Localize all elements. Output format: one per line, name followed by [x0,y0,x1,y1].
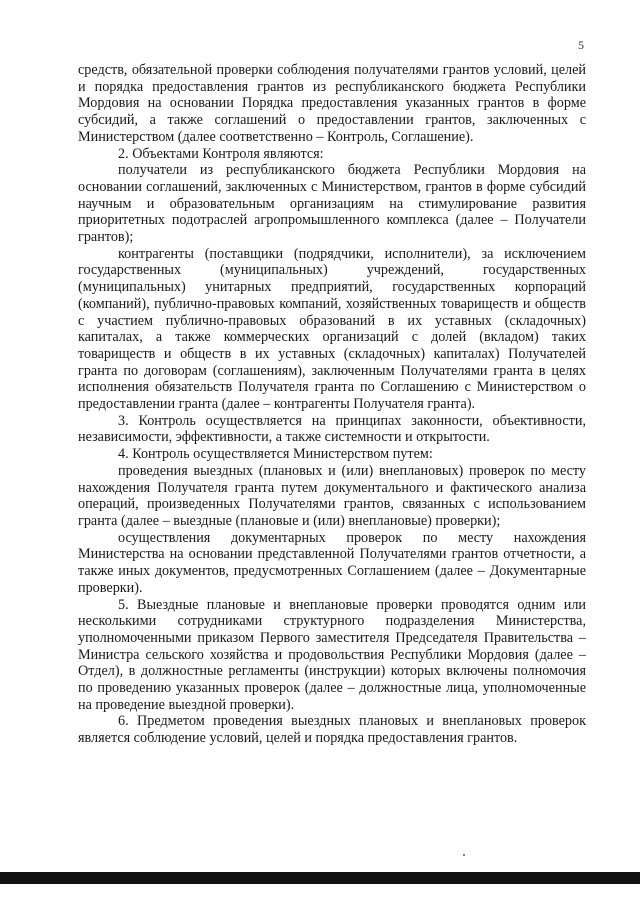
scan-edge-bar [0,872,640,884]
paragraph-1: средств, обязательной проверки соблюдения получателями грантов условий, целей и порядка предоставления грантов из республиканского бюджета Республики Мордовия на основании Порядка предоставления указанных грантов в форме субсидий, а также соглашений о предоставлении грантов, заключенных с Министерством (далее соответственно – Контроль, Соглашение). [78,62,586,145]
paragraph-5: 3. Контроль осуществляется на принципах законности, объективности, независимости, эффективности, а также системности и открытости. [78,412,586,446]
paragraph-7: проведения выездных (плановых и (или) внеплановых) проверок по месту нахождения Получателя гранта путем документального и фактического анализа операций, произведенных Получателями грантов, связанных с использованием гранта (далее – выездные (плановые и (или) внеплановые) проверки); [78,462,586,529]
paragraph-8: осуществления документарных проверок по месту нахождения Министерства на основании представленной Получателями грантов отчетности, а также иных документов, предусмотренных Соглашением (далее – Документарные проверки). [78,529,586,596]
paragraph-6: 4. Контроль осуществляется Министерством путем: [118,446,433,463]
paragraph-4: контрагенты (поставщики (подрядчики, исполнители), за исключением государственных (муниципальных) учреждений, государственных (муниципальных) унитарных предприятий, государственных корпораций (компаний), публично-правовых компаний, хозяйственных товариществ и обществ с участием публично-правовых образований в их уставных (складочных) капиталах, а также коммерческих организаций с долей (вкладом) таких товариществ и обществ в их уставных (складочных) капиталах) Получателей гранта по договорам (соглашениям), заключенным Получателями гранта в целях исполнения обязательств Получателя гранта по Соглашению с Министерством о предоставлении гранта (далее – контрагенты Получателя гранта). [78,245,586,413]
paragraph-3: получатели из республиканского бюджета Республики Мордовия на основании соглашений, заключенных с Министерством, грантов в форме субсидий научным и образовательным организациям на стимулирование развития приоритетных подотраслей агропромышленного комплекса (далее – Получатели грантов); [78,162,586,246]
scan-speck [463,854,465,856]
document-body [78,62,586,747]
paragraph-2: 2. Объектами Контроля являются: [118,145,324,162]
paragraph-9: 5. Выездные плановые и внеплановые проверки проводятся одним или несколькими сотрудниками структурного подразделения Министерства, уполномоченными приказом Первого заместителя Председателя Правительства – Министра сельского хозяйства и продовольствия Республики Мордовия (далее – Отдел), в должностные регламенты (инструкции) которых включены полномочия по проведению указанных проверок (далее – должностные лица, уполномоченные на проведение выездной проверки). [78,596,586,713]
page-number: 5 [578,38,584,52]
paragraph-10: 6. Предметом проведения выездных плановых и внеплановых проверок является соблюдение условий, целей и порядка предоставления грантов. [78,713,586,747]
